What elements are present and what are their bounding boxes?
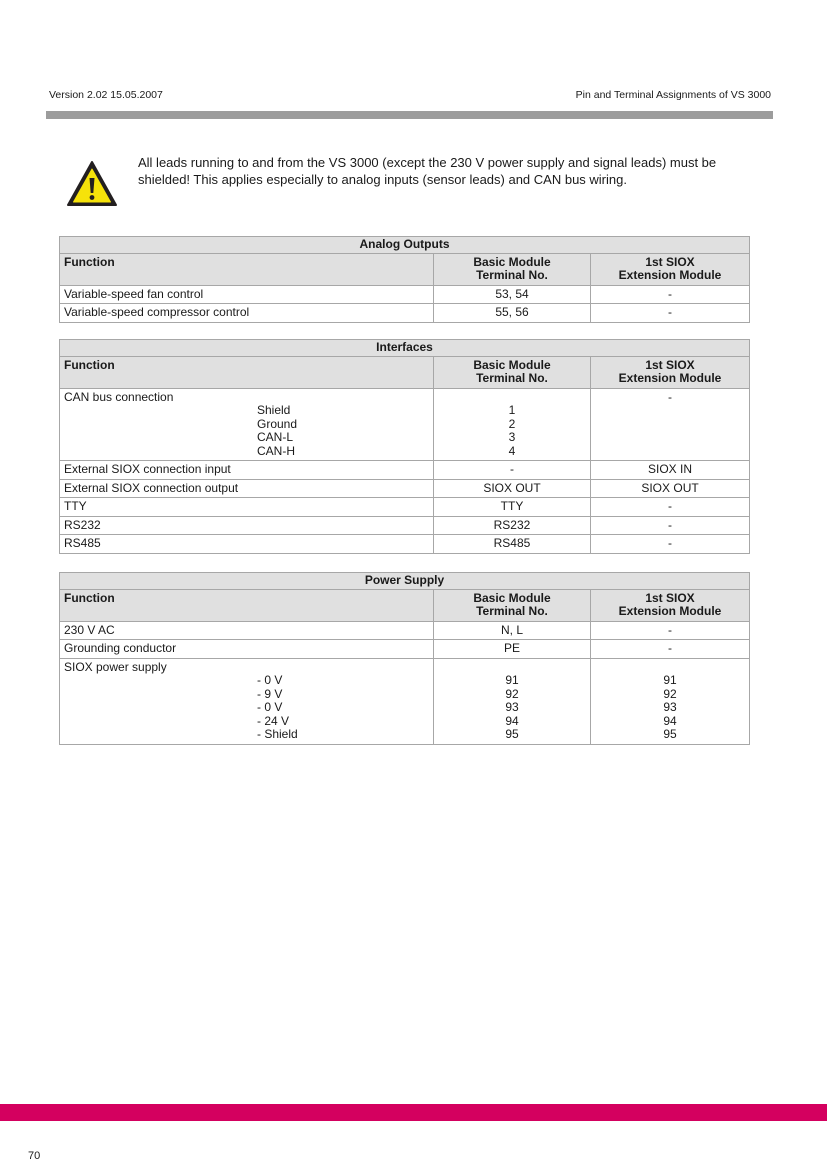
warning-triangle-icon [66,160,118,208]
table-row: Variable-speed fan control 53, 54 - [60,285,750,304]
column-header-function: Function [60,356,434,388]
table-row: SIOX power supply - 0 V - 9 V - 0 V - 24 V - Shield 91 92 93 94 95 91 92 93 94 95 [60,658,750,744]
table-row: Variable-speed compressor control 55, 56 - [60,304,750,323]
table-row: External SIOX connection input - SIOX IN [60,461,750,480]
table-row: Grounding conductor PE - [60,640,750,659]
column-header-function: Function [60,253,434,285]
column-header-siox: 1st SIOX Extension Module [591,356,750,388]
column-header-basic-module: Basic Module Terminal No. [434,356,591,388]
column-header-basic-module: Basic Module Terminal No. [434,589,591,621]
page-number: 70 [28,1150,41,1162]
header-version: Version 2.02 15.05.2007 [49,89,163,101]
table-row: 230 V AC N, L - [60,621,750,640]
warning-text: All leads running to and from the VS 3000 (except the 230 V power supply and signal leads) must be shielded! This applies especially to analog inputs (sensor leads) and CAN bus wiring. [138,155,717,187]
table-row: External SIOX connection output SIOX OUT SIOX OUT [60,479,750,498]
table-row: CAN bus connection Shield Ground CAN-L CAN-H 1 2 3 4 - [60,388,750,461]
column-header-function: Function [60,589,434,621]
header-divider [46,111,773,119]
column-header-siox: 1st SIOX Extension Module [591,589,750,621]
table-row: RS232 RS232 - [60,516,750,535]
power-supply-table [59,572,750,745]
column-header-basic-module: Basic Module Terminal No. [434,253,591,285]
table-row: TTY TTY - [60,498,750,517]
column-header-siox: 1st SIOX Extension Module [591,253,750,285]
header-title: Pin and Terminal Assignments of VS 3000 [575,89,771,101]
table-title: Analog Outputs [60,237,750,254]
footer-bar [0,1104,827,1121]
analog-outputs-table [59,236,750,323]
interfaces-table [59,339,750,554]
table-title: Interfaces [60,340,750,357]
table-row: RS485 RS485 - [60,535,750,554]
table-title: Power Supply [60,573,750,590]
